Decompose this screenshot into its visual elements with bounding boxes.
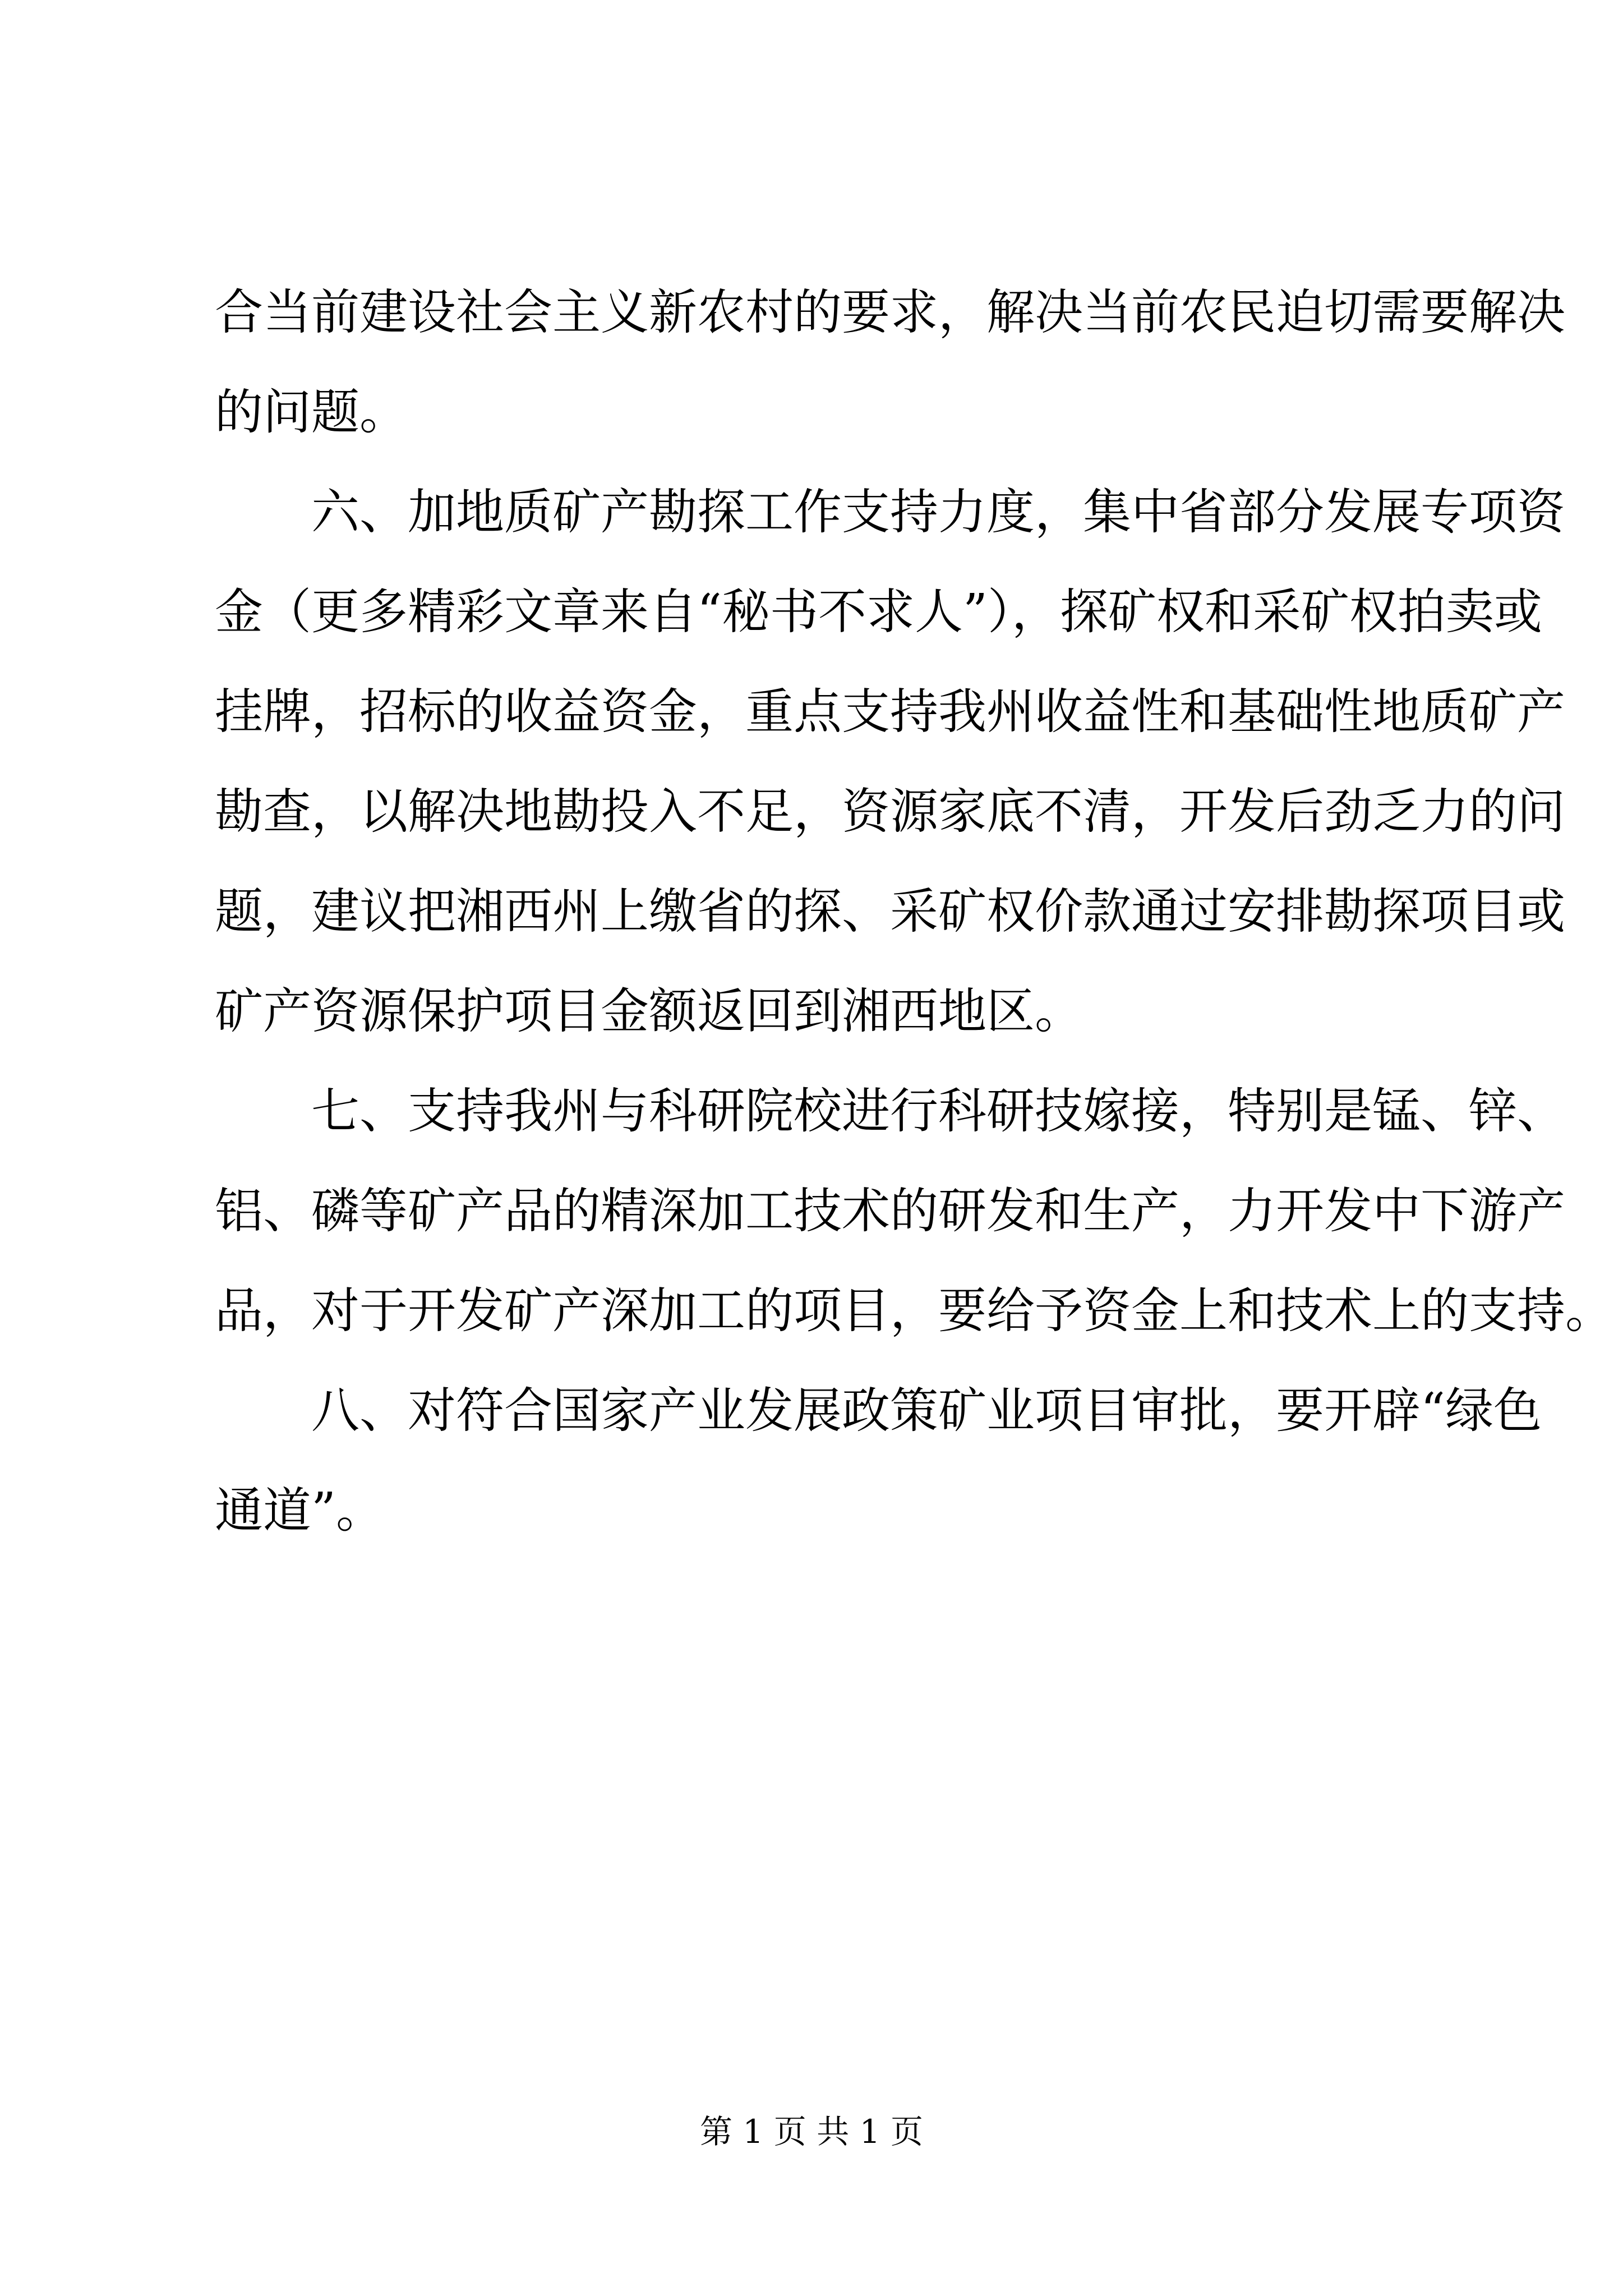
text-line: 矿产资源保护项目金额返回到湘西地区。 xyxy=(215,983,1083,1039)
text-line: 金（更多精彩文章来自“秘书不求人”），探矿权和采矿权拍卖或 xyxy=(215,584,1542,640)
paragraph-6-start: 六、加地质矿产勘探工作支持力度，集中省部分发展专项资 xyxy=(311,484,1565,540)
text-line: 勘查，以解决地勘投入不足，资源家底不清，开发后劲乏力的问 xyxy=(215,784,1565,840)
text-line: 题，建议把湘西州上缴省的探、采矿权价款通过安排勘探项目或 xyxy=(215,884,1565,940)
text-line: 挂牌，招标的收益资金，重点支持我州收益性和基础性地质矿产 xyxy=(215,684,1565,740)
paragraph-8-start: 八、对符合国家产业发展政策矿业项目审批，要开辟“绿色 xyxy=(311,1383,1542,1439)
text-line: 品，对于开发矿产深加工的项目，要给予资金上和技术上的支持。 xyxy=(215,1283,1613,1339)
page-footer: 第 1 页 共 1 页 xyxy=(700,2113,923,2151)
text-line: 的问题。 xyxy=(215,384,408,440)
text-line: 铝、磷等矿产品的精深加工技术的研发和生产，力开发中下游产 xyxy=(215,1183,1565,1239)
text-line: 通道”。 xyxy=(215,1483,384,1539)
paragraph-7-start: 七、支持我州与科研院校进行科研技嫁接，特别是锰、锌、 xyxy=(311,1083,1565,1139)
body-text xyxy=(215,263,1613,1561)
text-line: 合当前建设社会主义新农村的要求，解决当前农民迫切需要解决 xyxy=(215,284,1565,341)
